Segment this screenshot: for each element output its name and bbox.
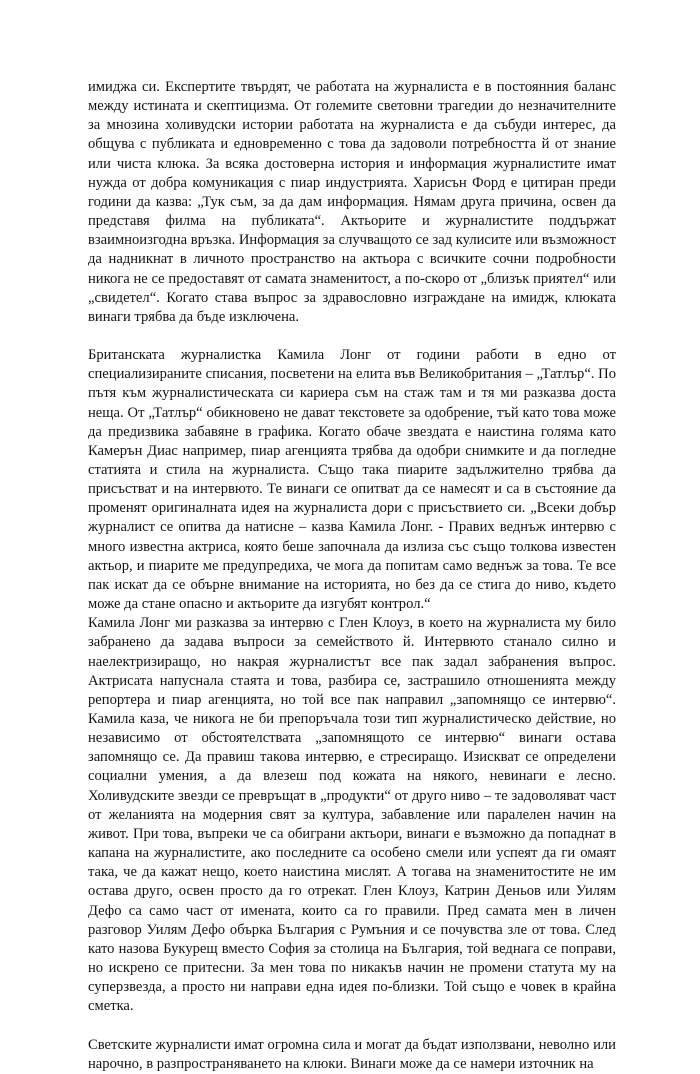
paragraph-4: Светските журналисти имат огромна сила и могат да бъдат използвани, неволно или нарочно, в разпространяването на клюки. Винаги може да се намери източник на xyxy=(88,1036,616,1072)
paragraph-1: имиджа си. Експертите твърдят, че работата на журналиста е в постоянния баланс между истината и скептицизма. От големите световни трагедии до незначителните за мнозина холивудски истории работата на журналиста е да събуди интерес, да общува с публиката и едновременно с това да задоволи потребността й от знание или чиста клюка. За всяка достоверна история и информация журналистите имат нужда от добра комуникация с пиар индустрията. Харисън Форд е цитиран преди години да казва: „Тук съм, за да дам информация. Нямам друга причина, освен да представя филма на публиката“. Актьорите и журналистите поддържат взаимноизгодна връзка. Информация за случващото се зад кулисите или възможност да надникнат в личното пространство на актьора с всичките сочни подробности никога не се предоставят от самата знаменитост, а по-скоро от „близък приятел“ или „свидетел“. Когато става въпрос за здравословно изграждане на имидж, клюката винаги трябва да бъде изключена. xyxy=(88,79,616,325)
document-page xyxy=(88,78,616,1074)
paragraph-3: Камила Лонг ми разказва за интервю с Глен Клоуз, в което на журналиста му било забранено да задава въпроси за семейството й. Интервюто станало силно и наелектризиращо, но накрая журналистът все пак задал забранения въпрос. Актрисата напуснала стаята и това, разбира се, застрашило отношенията между репортера и пиар агенцията, но той все пак направил „запомнящо се интервю“. Камила каза, че никога не би препоръчала този тип журналистическо действие, но независимо от обстоятелствата „запомнящото се интервю“ винаги остава запомнящо се. Да правиш такова интервю, е стресиращо. Изискват се определени социални умения, а да влезеш под кожата на някого, невинаги е лесно. Холивудските звезди се превръщат в „продукти“ от друго ниво – те задоволяват част от желанията на модерния свят за култура, забавление или паралелен начин на живот. При това, въпреки че са обиграни актьори, винаги е възможно да попаднат в капана на журналистите, ако последните са особено смели или успеят да ги омаят така, че да кажат нещо, което наистина мислят. А тогава на знаменитостите не им остава друго, освен просто да го отрекат. Глен Клоуз, Катрин Деньов или Уилям Дефо са само част от имената, които са го правили. Пред самата мен в личен разговор Уилям Дефо обърка България с Румъния и се почувства зле от това. След като назова Букурещ вместо София за столица на България, той веднага се поправи, но искрено се притесни. За мен това по никакъв начин не промени статута му на суперзвезда, а просто ни направи една идея по-близки. Той също е човек в крайна сметка. xyxy=(88,615,616,1015)
paragraph-2: Британската журналистка Камила Лонг от години работи в едно от специализираните списания, посветени на елита във Великобритания – „Татлър“. По пътя към журналистическата си кариера съм на стаж там и тя ми разказва доста неща. От „Татлър“ обикновено не дават текстовете за одобрение, тъй като това може да предизвика забавяне в графика. Когато обаче звездата е наистина голяма като Камерън Диас например, пиар агенцията трябва да одобри снимките и да погледне статията и стила на журналиста. Също така пиарите задължително трябва да присъстват и на интервюто. Те винаги се опитват да се намесят и са в състояние да променят оригиналната идея на журналиста дори с присъствието си. „Всеки добър журналист се опитва да натисне – казва Камила Лонг. - Правих веднъж интервю с много известна актриса, която беше започнала да излиза със също толкова известен актьор, и пиарите ме предупредиха, че мога да попитам само веднъж за това. Те все пак искат да се обърне внимание на историята, но без да се стига до ниво, където може да стане опасно и актьорите да изгубят контрол.“ xyxy=(88,347,616,613)
